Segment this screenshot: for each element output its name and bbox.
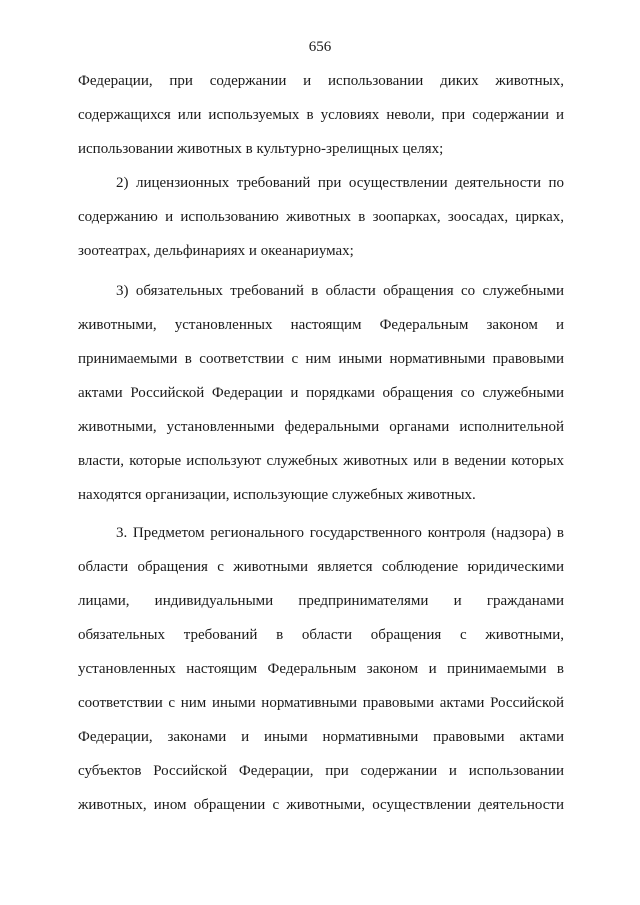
page-number: 656 (308, 39, 332, 55)
text-line: находятся организации, использующие служебных животных. (78, 487, 476, 503)
text-line: субъектов Российской Федерации, при содержании и использовании (78, 763, 564, 779)
text-line: 3) обязательных требований в области обращения со служебными (116, 283, 564, 299)
text-line: содержащихся или используемых в условиях неволи, при содержании и (78, 107, 564, 123)
text-line: власти, которые используют служебных животных или в ведении которых (78, 453, 564, 469)
text-line: обязательных требований в области обращения с животными, (78, 627, 564, 643)
text-line: животными, установленными федеральными органами исполнительной (78, 419, 564, 435)
text-line: 3. Предметом регионального государственного контроля (надзора) в (116, 525, 564, 541)
text-line: использовании животных в культурно-зрелищных целях; (78, 141, 444, 157)
text-line: зоотеатрах, дельфинариях и океанариумах; (78, 243, 354, 259)
text-line: области обращения с животными является соблюдение юридическими (78, 559, 564, 575)
text-line: установленных настоящим Федеральным законом и принимаемыми в (78, 661, 564, 677)
text-line: Федерации, законами и иными нормативными правовыми актами (78, 729, 564, 745)
text-line: содержанию и использованию животных в зоопарках, зоосадах, цирках, (78, 209, 564, 225)
text-line: актами Российской Федерации и порядками обращения со служебными (78, 385, 564, 401)
text-line: животными, установленных настоящим Федеральным законом и (78, 317, 564, 333)
text-line: принимаемыми в соответствии с ним иными нормативными правовыми (78, 351, 564, 367)
text-line: 2) лицензионных требований при осуществлении деятельности по (116, 175, 564, 191)
text-line: лицами, индивидуальными предпринимателями и гражданами (78, 593, 564, 609)
text-line: соответствии с ним иными нормативными правовыми актами Российской (78, 695, 564, 711)
text-line: Федерации, при содержании и использовании диких животных, (78, 73, 564, 89)
text-line: животных, ином обращении с животными, осуществлении деятельности (78, 797, 564, 813)
